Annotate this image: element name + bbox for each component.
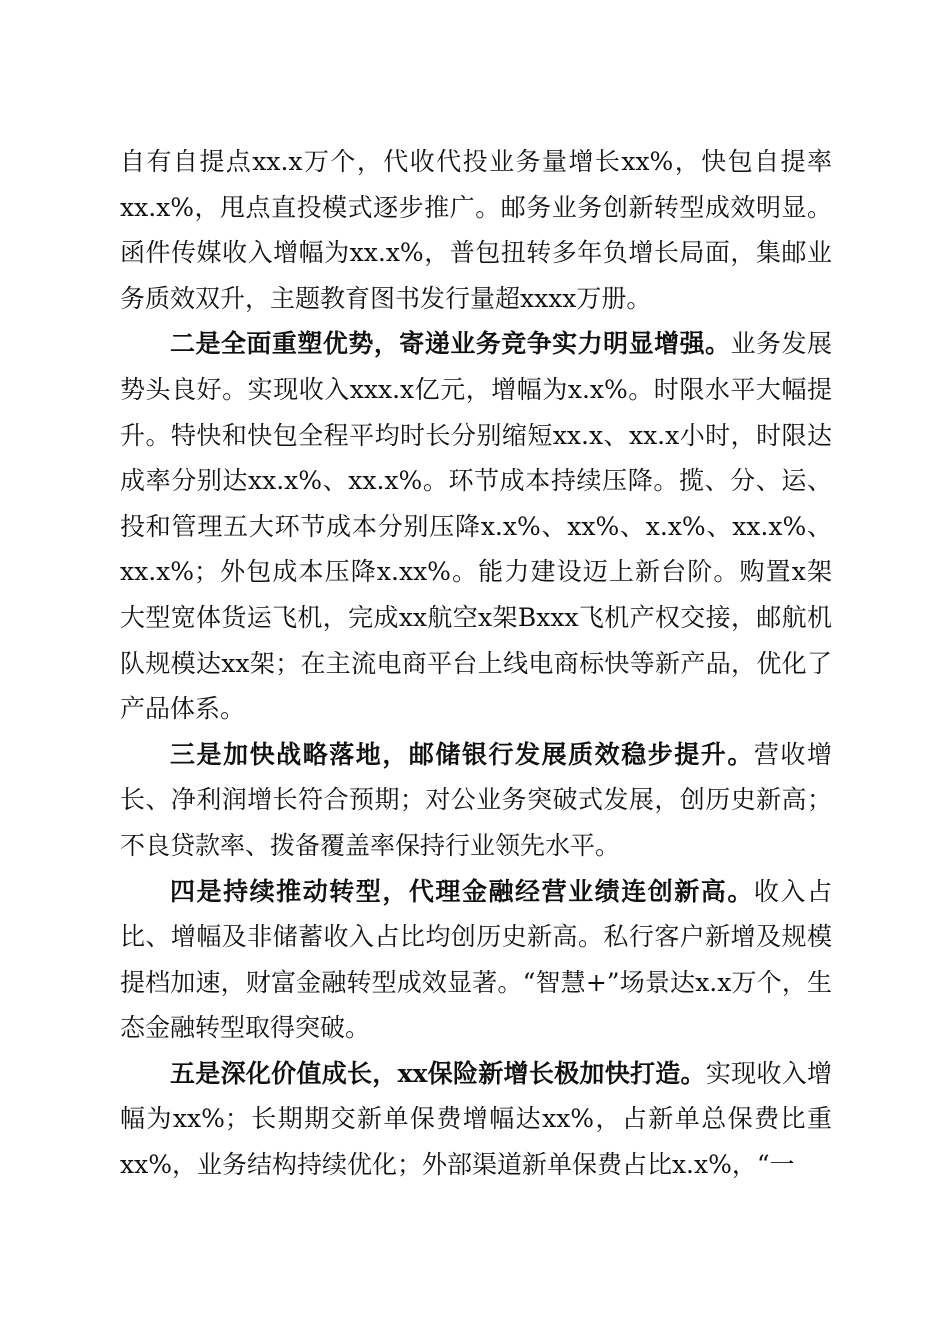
paragraph-3-heading: 三是加快战略落地，邮储银行发展质效稳步提升。: [170, 739, 754, 769]
document-body: [120, 139, 832, 1188]
paragraph-3: [120, 732, 832, 869]
paragraph-2-text: 业务发展势头良好。实现收入xxx.x亿元，增幅为x.x%。时限水平大幅提升。特快和快包全程平均时长分别缩短xx.x、xx.x小时，时限达成率分别达xx.x%、xx.x%。环节成本持续压降。揽、分、运、投和管理五大环节成本分别压降x.x%、xx%、x.x%、xx.x%、xx.x%；外包成本压降x.xx%。能力建设迈上新台阶。购置x架大型宽体货运飞机，完成xx航空x架Bxxx飞机产权交接，邮航机队规模达xx架；在主流电商平台上线电商标快等新产品，优化了产品体系。: [120, 329, 832, 724]
paragraph-3-text: 营收增长、净利润增长符合预期；对公业务突破式发展，创历史新高；不良贷款率、拨备覆盖率保持行业领先水平。: [120, 739, 832, 860]
paragraph-2-heading: 二是全面重塑优势，寄递业务竞争实力明显增强。: [170, 329, 731, 359]
paragraph-4: [120, 869, 832, 1051]
paragraph-1: [120, 139, 832, 321]
paragraph-1-text: 自有自提点xx.x万个，代收代投业务量增长xx%，快包自提率xx.x%，甩点直投模式逐步推广。邮务业务创新转型成效明显。函件传媒收入增幅为xx.x%，普包扭转多年负增长局面，集邮业务质效双升，主题教育图书发行量超xxxx万册。: [120, 147, 832, 313]
paragraph-5-heading: 五是深化价值成长，xx保险新增长极加快打造。: [170, 1058, 706, 1088]
paragraph-5: [120, 1051, 832, 1188]
paragraph-5-text: 实现收入增幅为xx%；长期期交新单保费增幅达xx%，占新单总保费比重xx%，业务结构持续优化；外部渠道新单保费占比x.x%，“一: [120, 1058, 832, 1180]
paragraph-4-text: 收入占比、增幅及非储蓄收入占比均创历史新高。私行客户新增及规模提档加速，财富金融转型成效显著。“智慧+”场景达x.x万个，生态金融转型取得突破。: [120, 876, 832, 1043]
paragraph-2: [120, 321, 832, 731]
paragraph-4-heading: 四是持续推动转型，代理金融经营业绩连创新高。: [170, 876, 754, 906]
